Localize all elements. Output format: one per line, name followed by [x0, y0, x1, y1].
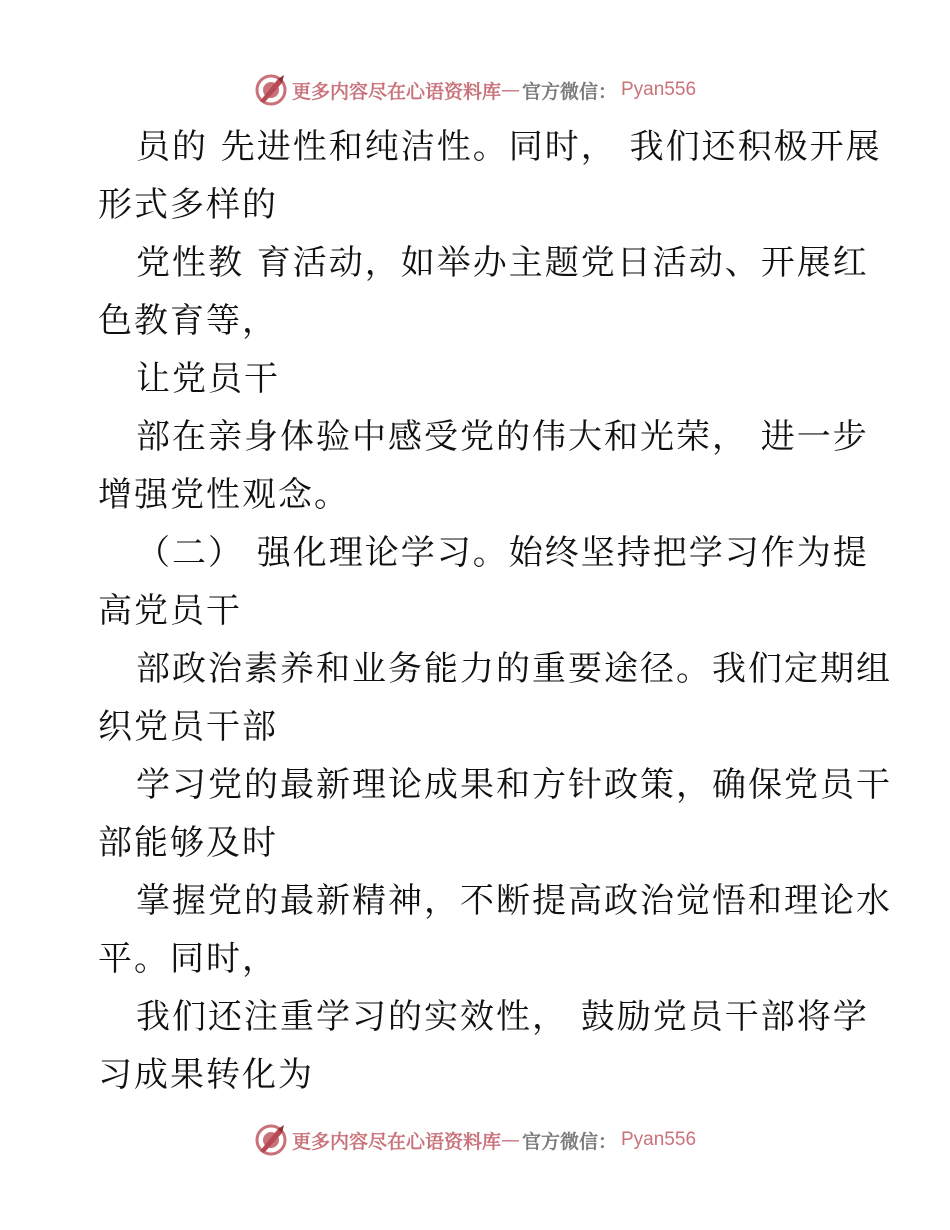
body-text-line: 习成果转化为 [98, 1055, 314, 1095]
body-text-line: 党性教 育活动，如举办主题党日活动、开展红 [136, 243, 869, 283]
watermark-brand: 更多内容尽在心语资料库 [291, 1130, 501, 1153]
body-text-line: 员的 先进性和纯洁性。同时， 我们还积极开展 [136, 127, 882, 167]
body-text-line: 增强党性观念。 [98, 475, 350, 515]
body-text-line: 掌握党的最新精神，不断提高政治觉悟和理论水 [136, 881, 892, 921]
body-text-line: 形式多样的 [98, 185, 278, 225]
footer-watermark [0, 1120, 950, 1160]
watermark-official-label: 官方微信： [521, 80, 617, 103]
body-text-line: 平。同时， [98, 939, 278, 979]
watermark-dash: — [500, 1129, 520, 1151]
feather-pen-seal-icon [254, 1123, 288, 1157]
header-watermark [0, 70, 950, 110]
watermark-wechat-id: Pyan556 [621, 79, 697, 100]
body-text-line: 学习党的最新理论成果和方针政策，确保党员干 [136, 765, 892, 805]
body-text-line: 高党员干 [98, 591, 242, 631]
body-text-line: 部能够及时 [98, 823, 278, 863]
body-text-line: 让党员干 [136, 359, 280, 399]
watermark-official-label: 官方微信： [521, 1130, 617, 1153]
body-text-line: 部政治素养和业务能力的重要途径。我们定期组 [136, 649, 892, 689]
watermark-dash: — [500, 79, 520, 101]
watermark-wechat-id: Pyan556 [621, 1129, 697, 1150]
document-body [98, 118, 892, 1104]
body-text-line: 我们还注重学习的实效性， 鼓励党员干部将学 [136, 997, 869, 1037]
body-text-line: 织党员干部 [98, 707, 278, 747]
body-text-line: 色教育等， [98, 301, 278, 341]
watermark-brand: 更多内容尽在心语资料库 [291, 80, 501, 103]
body-text-line: 部在亲身体验中感受党的伟大和光荣， 进一步 [136, 417, 869, 457]
body-text-line: （二） 强化理论学习。始终坚持把学习作为提 [136, 533, 869, 573]
feather-pen-seal-icon [254, 73, 288, 107]
